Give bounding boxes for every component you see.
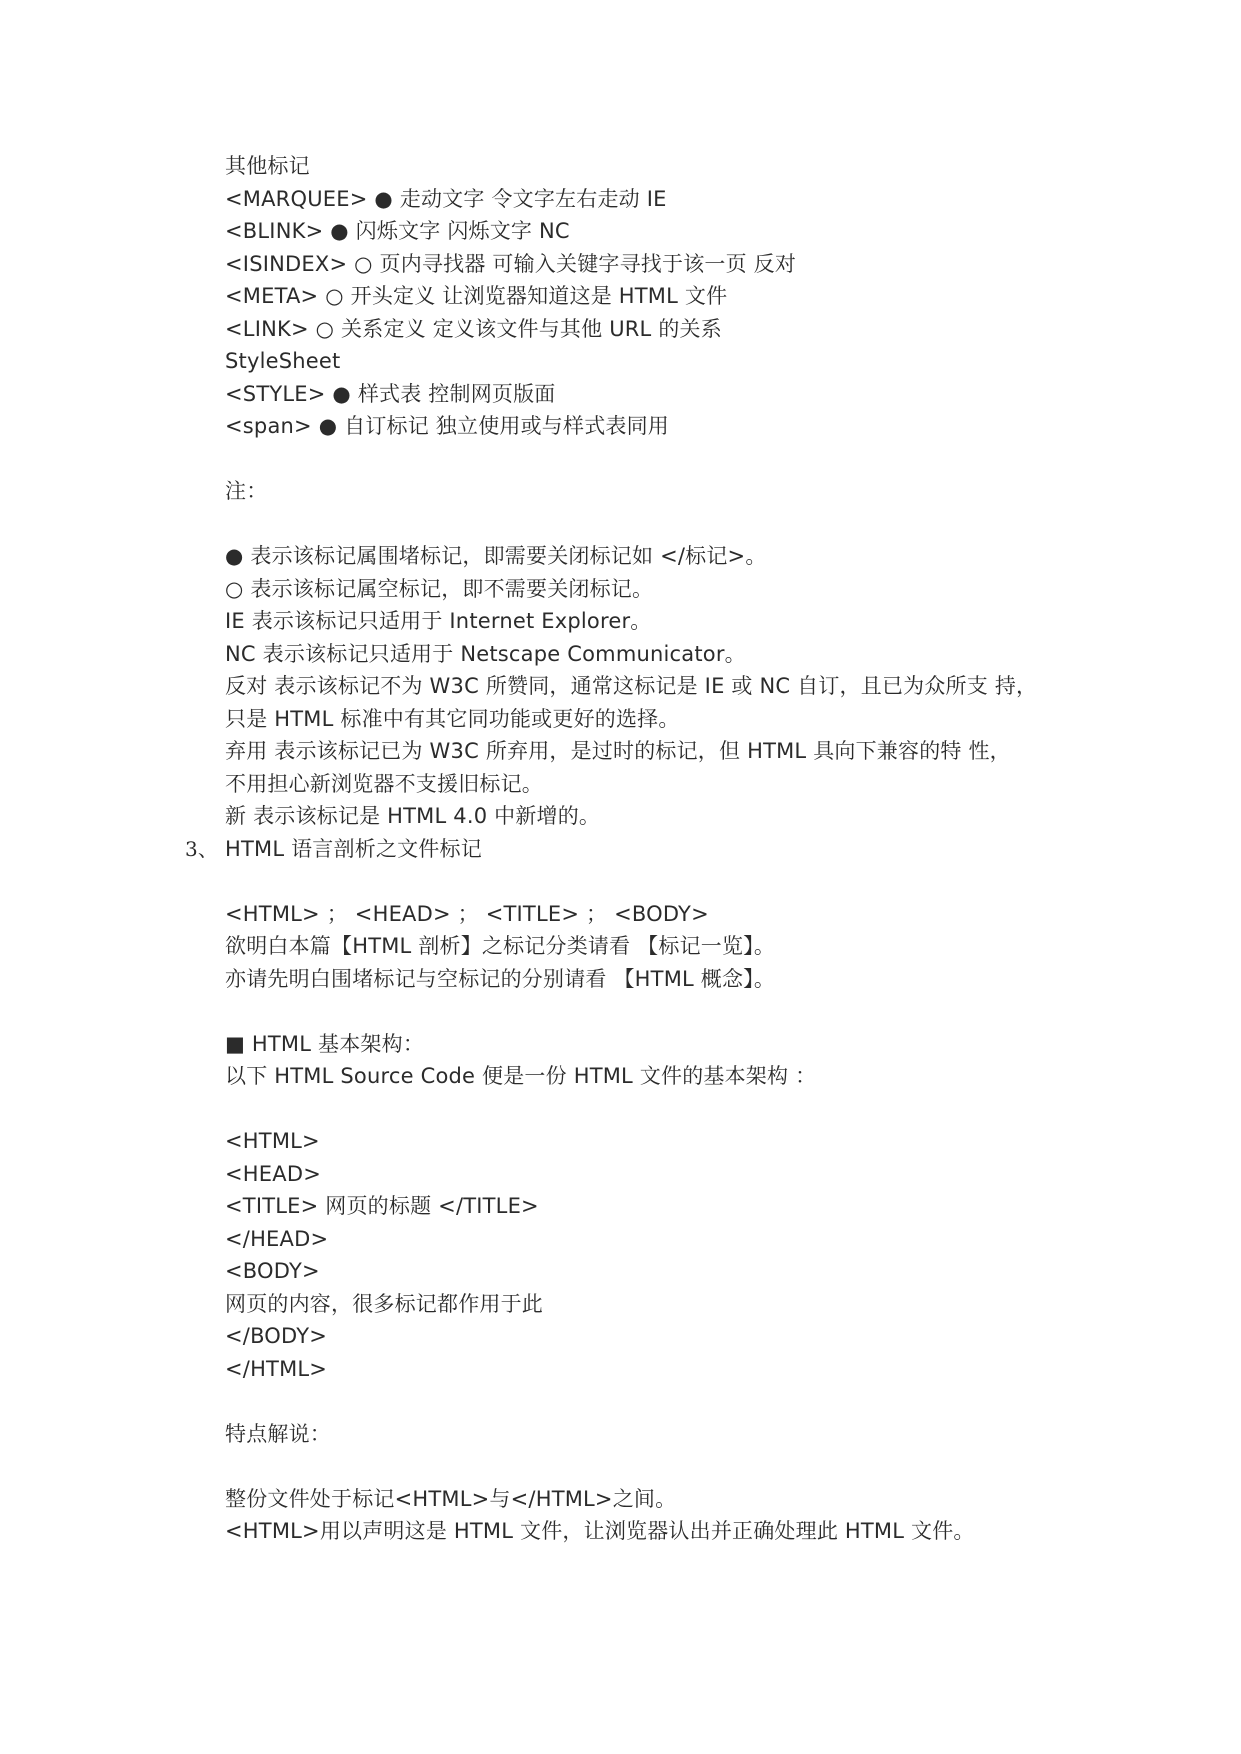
text-line: 欲明白本篇【HTML 剖析】之标记分类请看 【标记一览】。 — [225, 934, 776, 958]
text-line: 弃用 表示该标记已为 W3C 所弃用，是过时的标记，但 HTML 具向下兼容的特 性， — [225, 739, 1011, 763]
code-line: </HEAD> — [225, 1226, 329, 1251]
text-line: <ISINDEX> ○ 页内寻找器 可输入关键字寻找于该一页 反对 — [225, 251, 797, 276]
section-number: 3、 — [185, 836, 219, 861]
text-line: 以下 HTML Source Code 便是一份 HTML 文件的基本架构 ： — [225, 1064, 817, 1088]
text-line: <STYLE> ● 样式表 控制网页版面 — [225, 381, 556, 406]
section-heading — [185, 833, 1125, 866]
text-line: <span> ● 自订标记 独立使用或与样式表同用 — [225, 414, 669, 438]
text-line: 其他标记 — [225, 154, 310, 178]
blank-line — [225, 508, 1125, 541]
text-line: IE 表示该标记只适用于 Internet Explorer。 — [225, 609, 652, 633]
text-line: <META> ○ 开头定义 让浏览器知道这是 HTML 文件 — [225, 284, 728, 308]
code-line: 网页的内容，很多标记都作用于此 — [225, 1291, 543, 1316]
text-line: <HTML>用以声明这是 HTML 文件，让浏览器认出并正确处理此 HTML 文件。 — [225, 1519, 975, 1543]
text-line: ● 表示该标记属围堵标记，即需要关闭标记如 </标记>。 — [225, 544, 767, 568]
text-line: ■ HTML 基本架构： — [225, 1031, 425, 1056]
text-line: NC 表示该标记只适用于 Netscape Communicator。 — [225, 641, 746, 666]
text-line: 特点解说： — [225, 1421, 331, 1446]
blank-line — [225, 443, 1125, 476]
blank-line — [225, 865, 1125, 898]
blank-line — [225, 1385, 1125, 1418]
text-line: 整份文件处于标记<HTML>与</HTML>之间。 — [225, 1486, 677, 1511]
text-line: <LINK> ○ 关系定义 定义该文件与其他 URL 的关系 — [225, 316, 722, 341]
text-line: 注： — [225, 479, 268, 503]
text-line: 只是 HTML 标准中有其它同功能或更好的选择。 — [225, 706, 680, 731]
document-body — [185, 150, 1125, 1548]
section-title: HTML 语言剖析之文件标记 — [225, 836, 482, 861]
text-line: <BLINK> ● 闪烁文字 闪烁文字 NC — [225, 219, 570, 243]
text-line: 亦请先明白围堵标记与空标记的分别请看 【HTML 概念】。 — [225, 966, 776, 991]
text-line: 不用担心新浏览器不支援旧标记。 — [225, 771, 543, 796]
text-line: <MARQUEE> ● 走动文字 令文字左右走动 IE — [225, 186, 667, 211]
code-line: </BODY> — [225, 1324, 328, 1348]
blank-line — [225, 995, 1125, 1028]
text-line: <HTML> ； <HEAD> ； <TITLE> ； <BODY> — [225, 901, 709, 926]
code-line: </HTML> — [225, 1356, 328, 1381]
text-line: ○ 表示该标记属空标记，即不需要关闭标记。 — [225, 576, 654, 601]
text-line: 反对 表示该标记不为 W3C 所赞同，通常这标记是 IE 或 NC 自订，且已为众所支 持， — [225, 674, 1038, 698]
text-line: StyleSheet — [225, 349, 341, 373]
blank-line — [225, 1093, 1125, 1126]
code-line: <BODY> — [225, 1259, 320, 1283]
code-line: <HEAD> — [225, 1161, 321, 1186]
code-line: <HTML> — [225, 1129, 320, 1153]
code-line: <TITLE> 网页的标题 </TITLE> — [225, 1194, 539, 1218]
text-line: 新 表示该标记是 HTML 4.0 中新增的。 — [225, 804, 601, 828]
blank-line — [225, 1450, 1125, 1483]
